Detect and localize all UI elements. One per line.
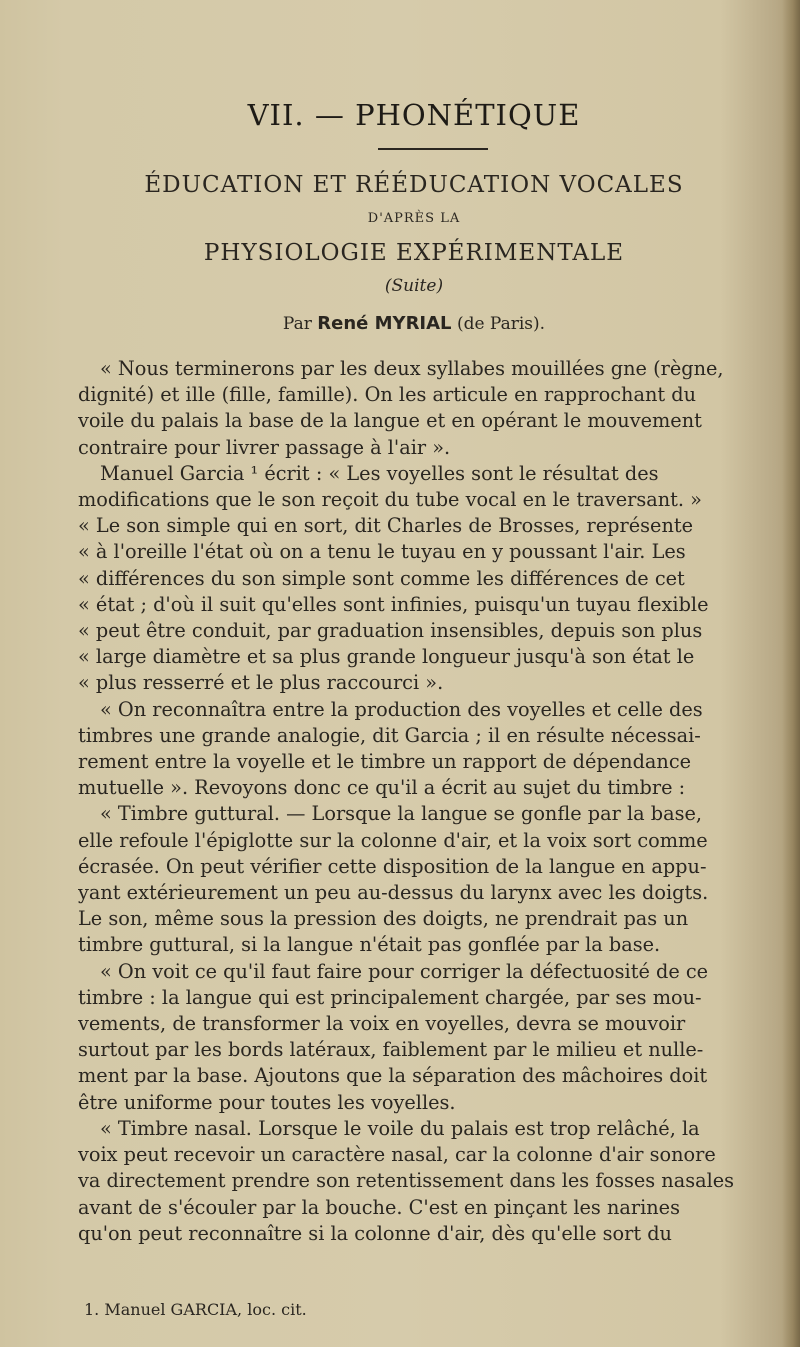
text-line: contraire pour livrer passage à l'air ». xyxy=(78,435,451,459)
text-line: qu'on peut reconnaître si la colonne d'air, dès qu'elle sort du xyxy=(78,1221,672,1245)
text-line: timbre guttural, si la langue n'était pas gonflée par la base. xyxy=(78,933,661,957)
text-line: « Timbre guttural. — Lorsque la langue se gonfle par la base, xyxy=(100,802,703,826)
text-line: timbres une grande analogie, dit Garcia ; il en résulte nécessai- xyxy=(78,723,701,747)
page-edge-shadow xyxy=(782,0,800,1347)
text-line: « On voit ce qu'il faut faire pour corriger la défectuosité de ce xyxy=(100,959,709,983)
text-line: être uniforme pour toutes les voyelles. xyxy=(78,1090,456,1114)
text-line: avant de s'écouler par la bouche. C'est en pinçant les narines xyxy=(78,1195,680,1219)
text-line: « différences du son simple sont comme les différences de cet xyxy=(78,566,685,590)
text-line: « large diamètre et sa plus grande longueur jusqu'à son état le xyxy=(78,645,695,669)
text-line: « peut être conduit, par graduation insensibles, depuis son plus xyxy=(78,619,703,643)
text-line: surtout par les bords latéraux, faiblement par le milieu et nulle- xyxy=(78,1038,704,1062)
text-line: dignité) et ille (fille, famille). On les articule en rapprochant du xyxy=(78,383,697,407)
text-line: voile du palais la base de la langue et en opérant le mouvement xyxy=(78,409,702,433)
byline-author: René MYRIAL xyxy=(317,313,452,334)
text-line: « Le son simple qui en sort, dit Charles de Brosses, représente xyxy=(78,514,694,538)
text-line: « à l'oreille l'état où on a tenu le tuyau en y poussant l'air. Les xyxy=(78,540,686,564)
chapter-title: VII. — PHONÉTIQUE xyxy=(247,98,581,132)
text-line: écrasée. On peut vérifier cette disposition de la langue en appu- xyxy=(78,854,707,878)
subtitle-small: D'APRÈS LA xyxy=(367,211,461,226)
footnote: 1. Manuel GARCIA, loc. cit. xyxy=(84,1300,307,1319)
title-rule xyxy=(378,148,488,150)
text-line: « On reconnaîtra entre la production des voyelles et celle des xyxy=(100,697,703,721)
text-line: vements, de transformer la voix en voyelles, devra se mouvoir xyxy=(78,1012,686,1036)
text-line: timbre : la langue qui est principalement chargée, par ses mou- xyxy=(78,985,702,1009)
text-line: Le son, même sous la pression des doigts, ne prendrait pas un xyxy=(78,907,689,931)
text-line: va directement prendre son retentissement dans les fosses nasales xyxy=(78,1169,735,1193)
byline xyxy=(78,313,750,334)
text-line: « état ; d'où il suit qu'elles sont infinies, puisqu'un tuyau flexible xyxy=(78,592,709,616)
text-line: « Timbre nasal. Lorsque le voile du palais est trop relâché, la xyxy=(100,1116,700,1140)
suite-label: (Suite) xyxy=(384,276,444,296)
text-line: modifications que le son reçoit du tube vocal en le traversant. » xyxy=(78,488,702,512)
text-line: voix peut recevoir un caractère nasal, car la colonne d'air sonore xyxy=(78,1143,716,1167)
text-line: mutuelle ». Revoyons donc ce qu'il a écrit au sujet du timbre : xyxy=(78,776,686,800)
text-line: rement entre la voyelle et le timbre un rapport de dépendance xyxy=(78,750,692,774)
text-line: « plus resserré et le plus raccourci ». xyxy=(78,671,444,695)
text-line: yant extérieurement un peu au-dessus du larynx avec les doigts. xyxy=(78,881,709,905)
subtitle-line2: PHYSIOLOGIE EXPÉRIMENTALE xyxy=(203,240,625,266)
subtitle-line1: ÉDUCATION ET RÉÉDUCATION VOCALES xyxy=(144,172,684,198)
text-line: elle refoule l'épiglotte sur la colonne d'air, et la voix sort comme xyxy=(78,828,708,852)
body-text xyxy=(78,356,748,1247)
byline-suffix: (de Paris). xyxy=(456,314,546,334)
text-line: Manuel Garcia ¹ écrit : « Les voyelles sont le résultat des xyxy=(100,461,659,485)
text-line: ment par la base. Ajoutons que la séparation des mâchoires doit xyxy=(78,1064,708,1088)
text-line: « Nous terminerons par les deux syllabes mouillées gne (règne, xyxy=(100,357,724,380)
byline-prefix: Par xyxy=(282,314,312,334)
